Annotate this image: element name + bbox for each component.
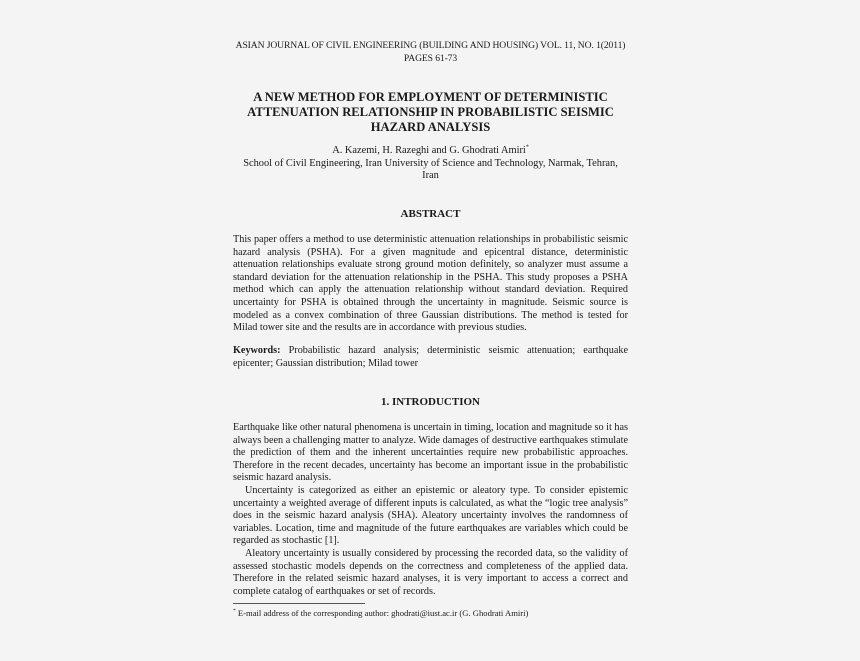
title-line-2: ATTENUATION RELATIONSHIP IN PROBABILISTIC SEISMIC [247,105,614,119]
footnote-rule [233,603,365,604]
footnote-mark: * [233,608,236,615]
page-range: PAGES 61-73 [403,52,458,64]
section-heading-introduction: 1. INTRODUCTION [380,396,480,408]
footnote-text: E-mail address of the corresponding author: ghodrati@iust.ac.ir (G. Ghodrati Amiri) [237,608,529,618]
journal-line: ASIAN JOURNAL OF CIVIL ENGINEERING (BUILDING AND HOUSING) VOL. 11, NO. 1(2011) [235,40,626,51]
keywords-label: Keywords: [233,345,281,356]
affiliation-line-1: School of Civil Engineering, Iran University of Science and Technology, Narmak, Tehran, [243,157,618,169]
keywords-text: Probabilistic hazard analysis; deterministic seismic attenuation; earthquake epicenter; Gaussian distribution; Milad tower [233,345,628,369]
abstract-heading: ABSTRACT [400,208,461,220]
affiliation-line-2: Iran [422,170,439,182]
author-names [233,145,628,158]
journal-header [233,40,628,65]
intro-paragraph-3: Aleatory uncertainty is usually considered by processing the recorded data, so the validity of assessed stochastic models depends on the correctness and completeness of the applied data. Therefore in the related seismic hazard analyses, it is very important to access a correct and complete catalog of earthquakes or set of records. [233,547,628,597]
corresponding-author-mark: * [525,144,529,151]
footnote [233,608,628,619]
title-line-3: HAZARD ANALYSIS [370,120,491,134]
title-line-1: A NEW METHOD FOR EMPLOYMENT OF DETERMINISTIC [253,90,608,104]
abstract-body: This paper offers a method to use deterministic attenuation relationships in probabilistic seismic hazard analysis (PSHA). For a given magnitude and epicentral distance, deterministic attenuation relationships evaluate strong ground motion definitely, so analyzer must assume a standard deviation for the attenuation relationship in the PSHA. This study proposes a PSHA method which can apply the attenuation relationship without standard deviation. Required uncertainty for PSHA is obtained through the uncertainty in magnitude. Seismic source is modeled as a convex combination of three Gaussian distributions. The method is tested for Milad tower site and the results are in accordance with previous studies. [233,234,628,334]
keywords [233,345,628,370]
introduction-body [233,422,628,598]
intro-paragraph-2: Uncertainty is categorized as either an epistemic or aleatory type. To consider epistemic uncertainty a weighted average of different inputs is calculated, as what the “logic tree analysis” does in the seismic hazard analysis (SHA). Aleatory uncertainty involves the randomness of variables. Location, time and magnitude of the future earthquakes are variables which could be regarded as stochastic [1]. [233,484,628,547]
authors-block [233,145,628,183]
author-names-text: A. Kazemi, H. Razeghi and G. Ghodrati Amiri [332,145,526,156]
paper-title [233,90,628,135]
intro-paragraph-1: Earthquake like other natural phenomena is uncertain in timing, location and magnitude so it has always been a challenging matter to analyze. Wide damages of destructive earthquakes stimulate the prediction of them and the inherent uncertainties require new probabilistic approaches. Therefore in the recent decades, uncertainty has become an important issue in the probabilistic seismic hazard analysis. [233,422,628,484]
